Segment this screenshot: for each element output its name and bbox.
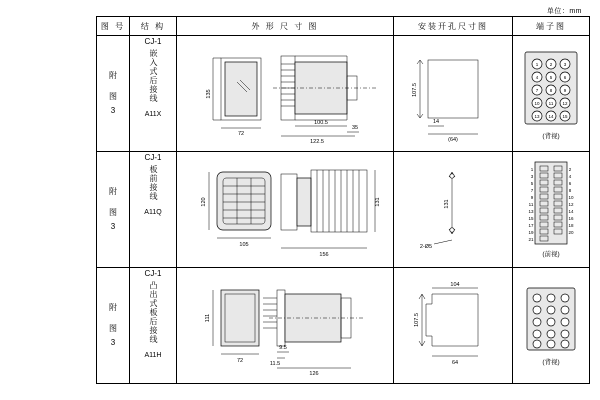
terminal-caption-2: (前视) — [542, 251, 560, 258]
table-row — [97, 268, 590, 384]
svg-text:10: 10 — [534, 101, 540, 106]
svg-text:20: 20 — [568, 230, 574, 235]
dim-14: 14 — [432, 119, 440, 125]
dim-122-5: 122.5 — [310, 139, 324, 145]
structure-code: A11X — [144, 111, 162, 118]
structure-label: 板前接线 — [149, 165, 158, 201]
svg-text:11: 11 — [528, 202, 534, 207]
fignum-value: 3 — [110, 106, 116, 115]
dim-126: 126 — [309, 371, 319, 377]
outline-drawing-3 — [177, 268, 393, 382]
svg-text:1: 1 — [530, 167, 534, 172]
dim-131-mount: 131 — [444, 199, 450, 209]
header-mounting: 安装开孔尺寸图 — [394, 17, 513, 36]
structure-label: 凸出式板后接线 — [149, 281, 158, 344]
svg-text:19: 19 — [528, 230, 534, 235]
structure-code: A11H — [144, 352, 162, 359]
svg-text:3: 3 — [530, 174, 534, 179]
terminal-drawing-3 — [513, 268, 589, 382]
svg-text:13: 13 — [528, 209, 534, 214]
dim-107-5b: 107.5 — [414, 313, 420, 327]
svg-text:21: 21 — [528, 237, 534, 242]
outline-drawing-2 — [177, 152, 393, 266]
svg-text:9: 9 — [563, 88, 567, 93]
unit-note: 单位：mm — [546, 8, 582, 15]
svg-text:1: 1 — [535, 62, 539, 67]
svg-text:7: 7 — [530, 188, 534, 193]
mounting-drawing-3 — [394, 268, 512, 382]
dim-9-5: 9.5 — [279, 345, 287, 351]
mounting-drawing-1 — [394, 36, 512, 150]
svg-text:15: 15 — [562, 114, 568, 119]
header-fignum: 图 号 — [97, 17, 130, 36]
header-structure: 结 构 — [130, 17, 177, 36]
cell-mounting-1 — [394, 36, 513, 152]
svg-text:10: 10 — [568, 195, 574, 200]
svg-text:6: 6 — [563, 75, 567, 80]
model-label: CJ-1 — [144, 37, 162, 46]
svg-text:8: 8 — [549, 88, 553, 93]
svg-text:9: 9 — [530, 195, 534, 200]
spec-table — [96, 16, 590, 384]
fignum-prefix: 附 图 — [108, 303, 118, 334]
svg-text:17: 17 — [528, 223, 534, 228]
fignum-value: 3 — [110, 338, 116, 347]
dim-120: 120 — [201, 197, 207, 207]
dim-72: 72 — [237, 131, 245, 137]
cell-mounting-2 — [394, 152, 513, 268]
structure-code: A11Q — [144, 209, 162, 216]
dim-64: (64) — [448, 137, 458, 143]
outline-drawing-1 — [177, 36, 393, 150]
table-row — [97, 36, 590, 152]
cell-fignum-3 — [97, 268, 130, 384]
fignum-prefix: 附 图 — [108, 187, 118, 218]
svg-text:7: 7 — [535, 88, 539, 93]
cell-terminal-1 — [513, 36, 590, 152]
cell-mounting-3 — [394, 268, 513, 384]
cell-terminal-2 — [513, 152, 590, 268]
dim-135: 135 — [206, 89, 212, 99]
dim-64b: 64 — [451, 360, 459, 366]
cell-outline-1 — [177, 36, 394, 152]
svg-text:6: 6 — [568, 181, 572, 186]
fignum-prefix: 附 图 — [108, 71, 118, 102]
cell-fignum-2 — [97, 152, 130, 268]
svg-text:5: 5 — [530, 181, 534, 186]
svg-text:2: 2 — [568, 167, 572, 172]
dim-72b: 72 — [236, 358, 244, 364]
dim-35: 35 — [351, 125, 359, 131]
header-terminal: 端子图 — [513, 17, 590, 36]
svg-text:3: 3 — [563, 62, 567, 67]
model-label: CJ-1 — [144, 269, 162, 278]
cell-outline-2 — [177, 152, 394, 268]
svg-text:12: 12 — [568, 202, 574, 207]
svg-text:4: 4 — [535, 75, 539, 80]
terminal-drawing-1 — [513, 36, 589, 150]
terminal-drawing-2 — [513, 152, 589, 266]
svg-text:14: 14 — [568, 209, 574, 214]
terminal-caption-3: (背视) — [542, 359, 560, 366]
cell-structure-3 — [130, 268, 177, 384]
svg-text:5: 5 — [549, 75, 553, 80]
cell-terminal-3 — [513, 268, 590, 384]
dim-107-5: 107.5 — [412, 83, 418, 97]
dim-111: 111 — [205, 313, 211, 323]
svg-text:2: 2 — [549, 62, 553, 67]
table-header-row — [97, 17, 590, 36]
cell-structure-1 — [130, 36, 177, 152]
mounting-drawing-2 — [394, 152, 512, 266]
svg-text:14: 14 — [548, 114, 554, 119]
dim-131: 131 — [375, 197, 381, 207]
svg-text:11: 11 — [548, 101, 554, 106]
cell-structure-2 — [130, 152, 177, 268]
table-row — [97, 152, 590, 268]
svg-text:13: 13 — [534, 114, 540, 119]
svg-text:12: 12 — [562, 101, 568, 106]
svg-text:8: 8 — [568, 188, 572, 193]
dim-100-5: 100.5 — [314, 120, 328, 126]
model-label: CJ-1 — [144, 153, 162, 162]
dim-104: 104 — [450, 282, 460, 288]
dim-105: 105 — [239, 242, 249, 248]
dim-156: 156 — [319, 252, 329, 258]
cell-outline-3 — [177, 268, 394, 384]
terminal-caption-1: (背视) — [542, 133, 560, 140]
header-outline: 外 形 尺 寸 图 — [177, 17, 394, 36]
fignum-value: 3 — [110, 222, 116, 231]
svg-text:4: 4 — [568, 174, 572, 179]
cell-fignum-1 — [97, 36, 130, 152]
dim-2-d5: 2-Ø5 — [419, 244, 433, 250]
svg-text:16: 16 — [568, 216, 574, 221]
structure-label: 嵌入式后接线 — [149, 49, 158, 103]
svg-text:15: 15 — [528, 216, 534, 221]
svg-text:18: 18 — [568, 223, 574, 228]
dim-11-5: 11.5 — [269, 361, 281, 367]
